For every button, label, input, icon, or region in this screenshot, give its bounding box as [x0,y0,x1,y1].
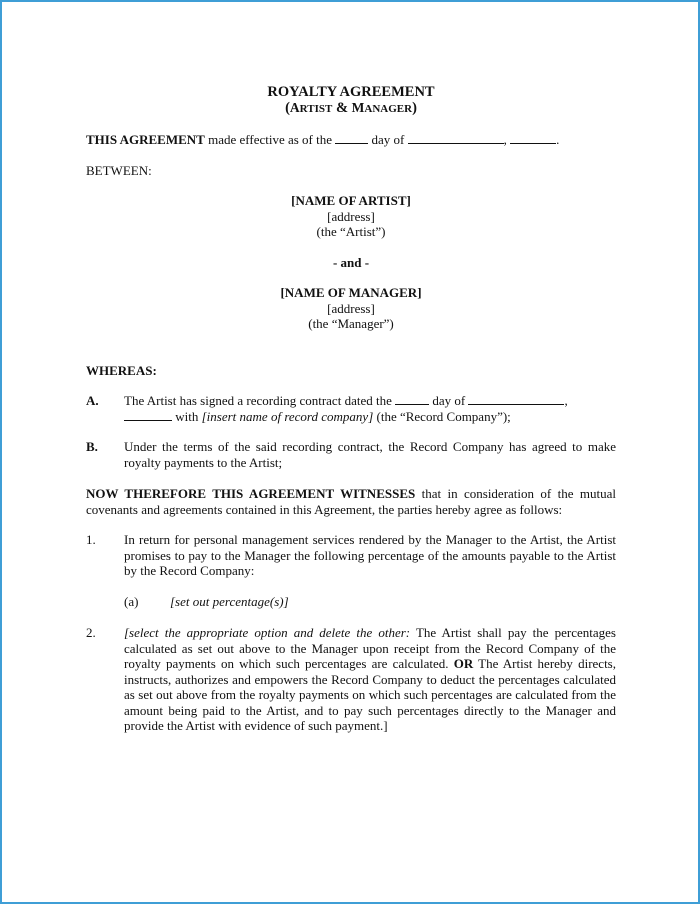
artist-block [86,193,616,240]
recital-a [86,393,616,424]
manager-address: [address] [327,300,375,316]
clause-1-label: 1. [86,532,96,547]
recital-a-label: A. [86,393,99,408]
document-title: ROYALTY AGREEMENT [267,84,435,100]
document-subtitle: (ARTIST & MANAGER) [285,100,417,116]
artist-name: [NAME OF ARTIST] [291,193,411,208]
artist-role: (the “Artist”) [316,224,386,239]
document-page [86,84,616,734]
recital-day-blank [395,393,429,405]
day-blank [335,132,368,144]
artist-address: [address] [327,208,375,224]
manager-role: (the “Manager”) [308,316,394,331]
clause-1-sub-text: [set out percentage(s)] [170,593,289,609]
manager-block [86,285,616,332]
recital-b-label: B. [86,439,98,454]
witness-paragraph: NOW THEREFORE THIS AGREEMENT WITNESSES that in consideration of the mutual covenants and agreements contained in this Agreement, the parties hereby agree as follows: [86,486,616,517]
clause-1-subitem [124,594,616,610]
recital-b [86,439,616,470]
clause-1-text: In return for personal management services rendered by the Manager to the Artist, the Artist promises to pay to the Manager the following percentage of the amounts payable to the Artist by the Record Company: [124,532,616,578]
recital-b-text: Under the terms of the said recording contract, the Record Company has agreed to make royalty payments to the Artist; [124,439,616,470]
clause-1 [86,532,616,579]
recital-year-blank [124,409,172,421]
between-heading: BETWEEN: [86,162,152,178]
year-blank [510,132,556,144]
whereas-heading: WHEREAS: [86,362,157,378]
clause-2 [86,625,616,734]
intro-paragraph: THIS AGREEMENT made effective as of the day of , . [86,132,560,147]
month-blank [408,132,504,144]
clause-2-label: 2. [86,625,96,640]
clause-1-sub-label: (a) [124,593,139,609]
manager-name: [NAME OF MANAGER] [280,285,422,300]
recital-month-blank [468,393,564,405]
and-separator: - and - [332,254,370,270]
clause-2-text: [select the appropriate option and delete the other: The Artist shall pay the percentages calculated as set out above to the Manager upon receipt from the Record Company of the royalty payments on which such percentages are calculated. OR The Artist hereby directs, instructs, authorizes and empowers the Record Company to deduct the percentages calculated as set out above from the royalty payments on which such percentages are calculated from the amount being paid to the Artist, and to pay such percentages directly to the Manager and provide the Artist with evidence of such payment.] [124,625,616,733]
recital-a-text: The Artist has signed a recording contract dated the day of , with [insert name of record company] (the “Record Company”); [124,393,568,424]
